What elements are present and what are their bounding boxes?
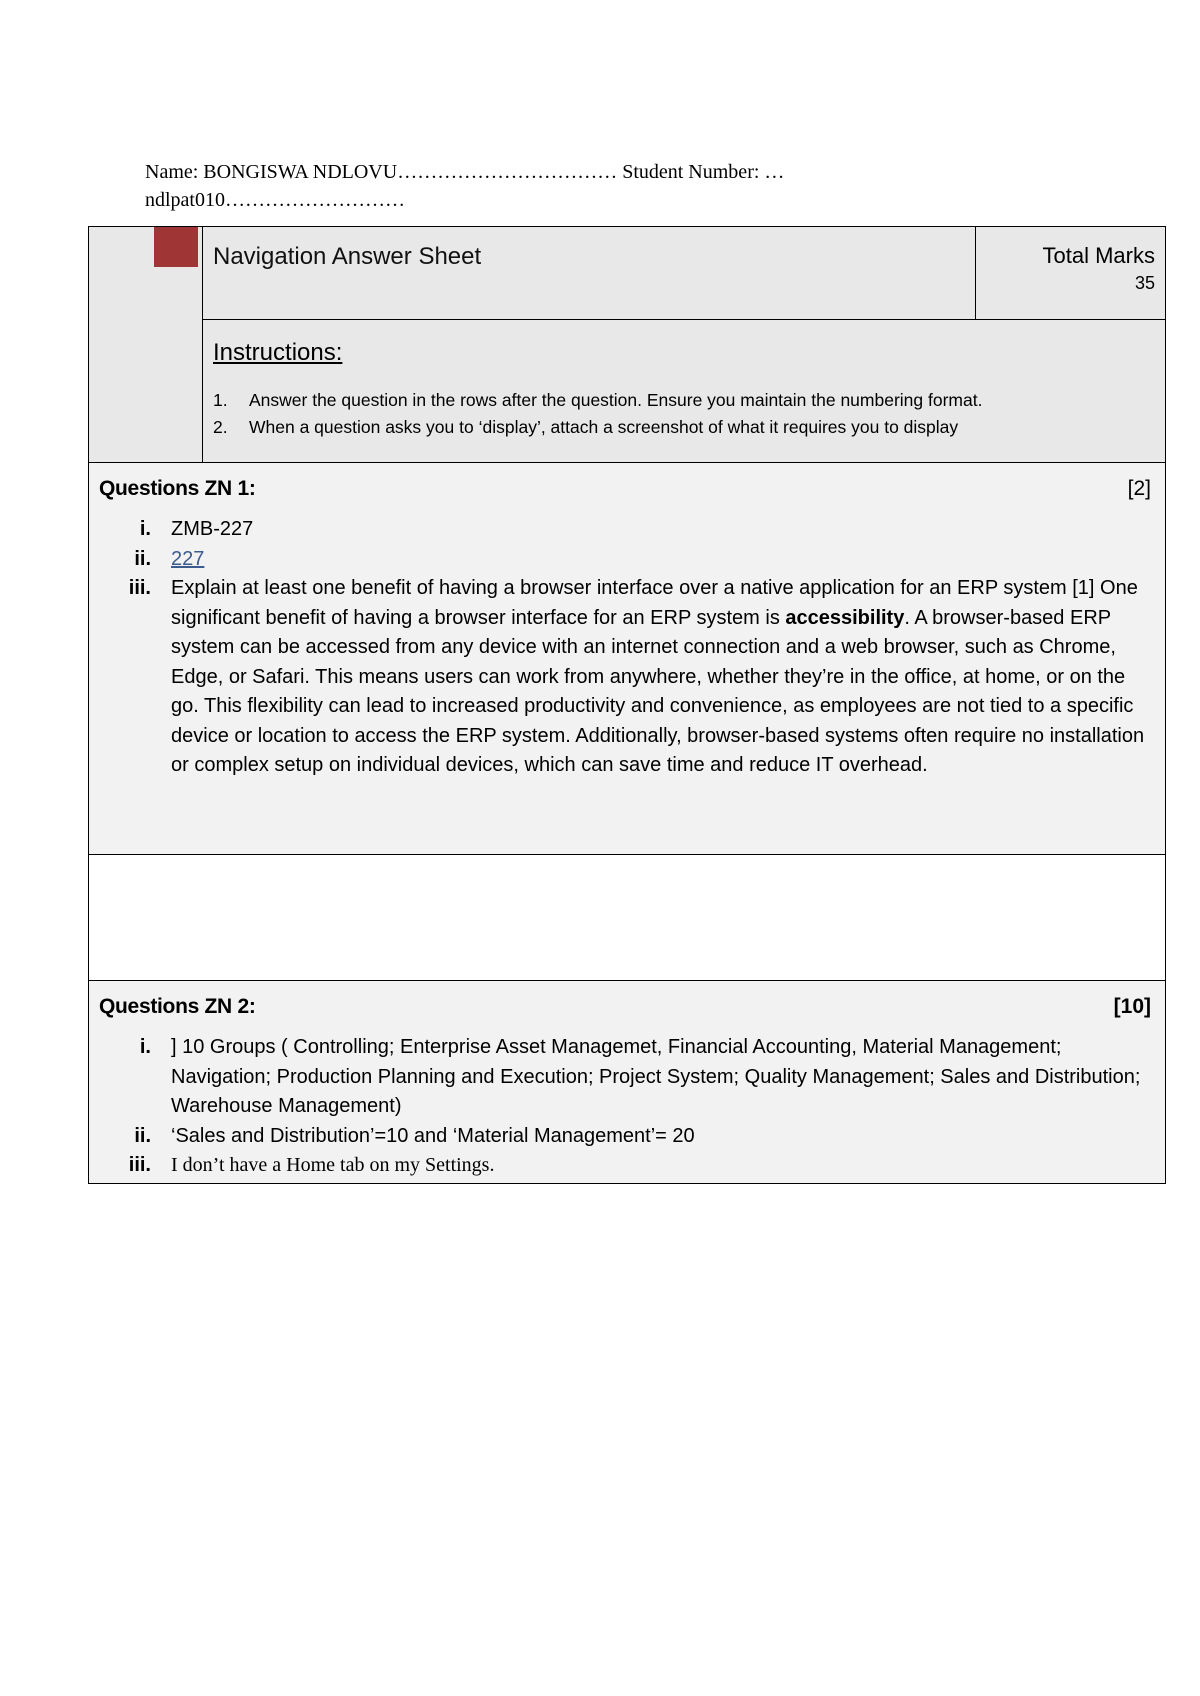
list-number: iii. xyxy=(128,577,151,599)
question-zn1-block xyxy=(89,463,1165,855)
answer-text: I don’t have a Home tab on my Settings. xyxy=(171,1154,495,1176)
list-item xyxy=(89,515,1155,545)
list-number: ii. xyxy=(134,547,151,570)
list-number: i. xyxy=(139,1036,151,1058)
title-row xyxy=(203,227,1165,320)
list-item xyxy=(89,1122,1155,1152)
answer-text: ] 10 Groups ( Controlling; Enterprise Asset Managemet, Financial Accounting, Material Management; Navigation; Production Planning and Execution; Project System; Quality Management; Sales and Distribution; Warehouse Management) xyxy=(171,1036,1141,1117)
question-zn1-marks: [2] xyxy=(1127,477,1151,500)
answer-sheet-table xyxy=(88,226,1166,1184)
list-number: 2. xyxy=(213,417,228,437)
answer-text: ‘Sales and Distribution’=10 and ‘Material Management’= 20 xyxy=(171,1124,695,1147)
title-cell xyxy=(203,227,976,319)
question-zn2-answers xyxy=(89,1033,1155,1181)
list-number: 1. xyxy=(213,390,228,410)
list-number: i. xyxy=(139,518,151,540)
list-item xyxy=(89,574,1155,781)
accent-square-icon xyxy=(154,227,198,267)
list-item xyxy=(89,1151,1155,1181)
answer-text: ZMB-227 xyxy=(171,518,254,540)
answer-text-after: . A browser-based ERP system can be accessed from any device with an internet connection and a web browser, such as Chrome, Edge, or Safari. This means users can work from anywhere, whether they’re in the office, at home, or on the go. This flexibility can lead to increased productivity and convenience, as employees are not tied to a specific device or location to access the ERP system. Additionally, browser-based systems often require no installation or complex setup on individual devices, which can save time and reduce IT overhead. xyxy=(171,606,1145,776)
list-item xyxy=(89,1033,1155,1122)
total-marks-label: Total Marks xyxy=(1042,243,1155,268)
list-number: ii. xyxy=(134,1124,151,1147)
instruction-text: When a question asks you to ‘display’, attach a screenshot of what it requires you to display xyxy=(249,417,959,437)
total-marks-cell xyxy=(976,227,1165,319)
question-zn1-answers xyxy=(89,515,1155,781)
student-name-line: Name: BONGISWA NDLOVU…………………………… Student Number: … xyxy=(145,161,785,183)
instructions-heading: Instructions: xyxy=(213,339,343,366)
sheet-header-block xyxy=(89,227,1165,463)
blank-answer-row xyxy=(89,855,1165,981)
instruction-text: Answer the question in the rows after the question. Ensure you maintain the numbering format. xyxy=(249,390,983,410)
left-margin-cell xyxy=(89,227,203,462)
student-number-line: ndlpat010……………………… xyxy=(145,189,405,211)
instructions-cell xyxy=(203,319,1165,462)
question-zn1-title: Questions ZN 1: xyxy=(99,477,256,500)
instructions-list xyxy=(213,387,1155,441)
answer-bold-word: accessibility xyxy=(785,606,905,629)
list-item xyxy=(213,414,1155,441)
sheet-title: Navigation Answer Sheet xyxy=(213,243,482,270)
answer-text-before: Explain at least one benefit of having a browser interface over a native application for an ERP system [1] One significant benefit of having a browser interface for an ERP system is xyxy=(171,577,1138,629)
list-item xyxy=(89,545,1155,575)
list-item xyxy=(213,387,1155,414)
list-number: iii. xyxy=(128,1154,151,1176)
answer-link[interactable]: 227 xyxy=(171,547,205,570)
question-zn2-title: Questions ZN 2: xyxy=(99,995,256,1018)
question-zn2-marks: [10] xyxy=(1113,995,1151,1018)
total-marks-value: 35 xyxy=(1134,273,1155,293)
question-zn2-block xyxy=(89,981,1165,1183)
